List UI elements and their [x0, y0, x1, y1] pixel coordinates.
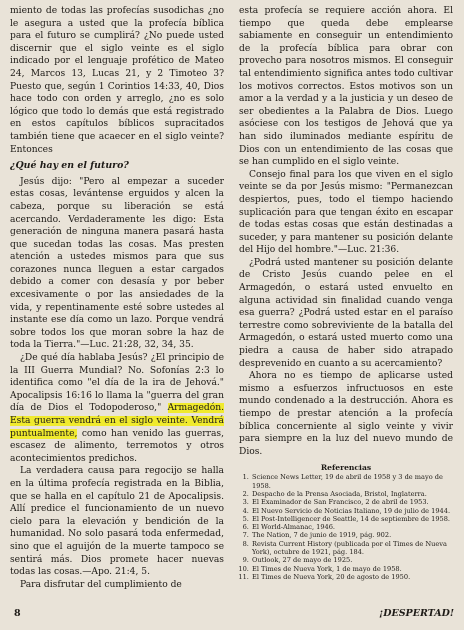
- paragraph-final-counsel: Consejo final para los que viven en el siglo veinte se da por Jesús mismo: "Permanezcan despiertos, pues, todo el tiempo haciendo suplicación para que tengan éxito en escapar de todas estas cosas que están destinadas a suceder, y para mantener su posición delante del Hijo del hombre."—Luc. 21:36.: [239, 169, 453, 256]
- reference-item: 1. Science News Letter, 19 de abril de 1958 y 3 de mayo de 1958.: [251, 473, 453, 490]
- references-title: Referencias: [320, 463, 372, 473]
- paragraph-armageddon: [10, 352, 224, 465]
- references-list: [239, 473, 453, 581]
- reference-item: 9. Outlook, 27 de mayo de 1925.: [251, 556, 453, 564]
- paragraph-left-1: miento de todas las profecías susodichas ¿no le asegura a usted que la profecía bíblica para el futuro se cumplirá? ¿No puede usted discernir que el siglo veinte es el siglo indicado por el lenguaje profético de Mateo 24, Marcos 13, Lucas 21, y 2 Timoteo 3? Puesto que, según 1 Corintios 14:33, 40, Dios hace todo con orden y arreglo, ¿no es solo lógico que todo lo demás que está registrado en estos capítulos bíblicos supracitados también tiene que acaecer en el siglo veinte? Entonces: [10, 6, 224, 155]
- reference-item: 6. El World-Almanac, 1946.: [251, 523, 453, 531]
- armageddon-text-b: como han venido las guerras, escasez de alimento, terremotos y otros acontecimientos predichos.: [10, 428, 224, 464]
- highlighted-text: Armagedón. Esta guerra vendrá en el siglo veinte. Vendrá puntualmente,: [10, 403, 224, 439]
- armageddon-text-a: ¿De qué día hablaba Jesús? ¿El principio de la III Guerra Mundial? No. Sofonías 2:3 lo identifica como "el día de la ira de Jehová." Apocalipsis 16:16 lo llama la "guerra del gran día de Dios el Todopoderoso,": [10, 353, 224, 414]
- reference-item: 3. El Examinador de San Francisco, 2 de abril de 1953.: [251, 498, 453, 506]
- magazine-name: ¡DESPERTAD!: [379, 608, 454, 619]
- section-heading-future: ¿Qué hay en el futuro?: [10, 160, 129, 172]
- reference-item: 10. El Times de Nueva York, 1 de mayo de 1958.: [251, 565, 453, 573]
- paragraph-questions: ¿Podrá usted mantener su posición delante de Cristo Jesús cuando pelee en el Armagedón, o estará usted envuelto en alguna actividad sin finalidad cuando venga esa guerra? ¿Podrá usted estar en el paraíso terrestre como sobreviviente de la batalla del Armagedón, o estará usted muerto como una piedra a causa de haber sido atrapado desprevenido en cuanto a su acercamiento?: [239, 257, 453, 369]
- reference-item: 4. El Nuevo Servicio de Noticias Italiano, 19 de julio de 1944.: [251, 507, 453, 515]
- page-number: 8: [14, 608, 21, 619]
- paragraph-right-1: esta profecía se requiere acción ahora. El tiempo que queda debe emplearse sabiamente en conseguir un entendimiento de la profecía bíblica para obrar con provecho para nosotros mismos. El conseguir tal entendimiento significa antes todo cultivar los motivos correctos. Estos motivos son un amor a la verdad y a la justicia y un deseo de ser obedientes a la Palabra de Dios. Luego asóciese con los testigos de Jehová que ya han sido iluminados mediante espíritu de Dios con un entendimiento de las cosas que se han cumplido en el siglo veinte.: [239, 6, 453, 168]
- paragraph-now: Ahora no es tiempo de aplicarse usted mismo a esfuerzos infructuosos en este mundo condenado a la destrucción. Ahora es tiempo de prestar atención a la profecía bíblica concerniente al siglo veinte y vivir para siempre en la luz del nuevo mundo de Dios.: [239, 371, 453, 457]
- paragraph-left-end: Para disfrutar del cumplimiento de: [20, 579, 182, 590]
- left-column: [10, 5, 224, 591]
- reference-item: 2. Despacho de la Prensa Asociada, Bristol, Inglaterra.: [251, 490, 453, 498]
- right-column: [239, 5, 453, 581]
- reference-item: 11. El Times de Nueva York, 20 de agosto de 1950.: [251, 573, 453, 581]
- reference-item: 7. The Nation, 7 de junio de 1919, pág. 902.: [251, 531, 453, 539]
- reference-item: 5. El Post-Intelligencer de Seattle, 14 de septiembre de 1958.: [251, 515, 453, 523]
- paragraph-revelation: La verdadera causa para regocijo se halla en la última profecía registrada en la Biblia, que se halla en el capítulo 21 de Apocalipsis. Allí predice el funcionamiento de un nuevo cielo para la elevación y bendición de la humanidad. No solo pasará toda enfermedad, sino que el aguijón de la muerte tampoco se sentirá más. Dios promete hacer nuevas todas las cosas.—Apo. 21:4, 5.: [10, 466, 224, 578]
- paragraph-jesus-quote: Jesús dijo: "Pero al empezar a suceder estas cosas, levántense erguidos y alcen la cabeza, porque su liberación se está acercando. Verdaderamente les digo: Esta generación de ninguna manera pasará hasta que sucedan todas las cosas. Mas presten atención a ustedes mismos para que sus corazones nunca lleguen a estar cargados debido a comer con desasía y por beber excesivamente o por las ansiedades de la vida, y repentinamente esté sobre ustedes al instante ese día como un lazo. Porque vendrá sobre todos los que moran sobre la haz de toda la Tierra."—Luc. 21:28, 32, 34, 35.: [10, 176, 224, 351]
- reference-item: 8. Revista Current History (publicada por el Times de Nueva York), octubre de 1921, pág. 184.: [251, 540, 453, 557]
